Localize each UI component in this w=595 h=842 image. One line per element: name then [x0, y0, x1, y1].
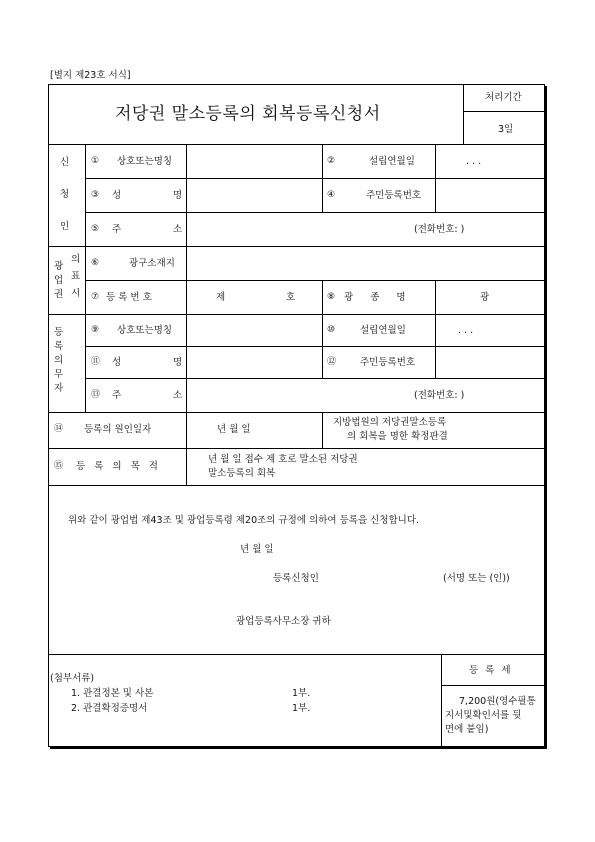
applicant-name-label: 상호또는명칭 — [117, 156, 173, 167]
row-line — [85, 346, 545, 347]
frame-shadow-bottom — [50, 747, 547, 749]
fee-text-line3: 면에 붙임) — [445, 724, 489, 735]
row-line — [48, 485, 545, 486]
row-line — [85, 212, 545, 213]
field-number: ① — [91, 156, 100, 166]
fee-divider — [441, 685, 545, 686]
attachment-item-2-qty: 1부. — [292, 703, 311, 714]
processing-period-label: 처리기간 — [485, 92, 522, 103]
fee-text-line2: 지서및확인서를 뒷 — [445, 710, 522, 721]
field-number: ⑭ — [54, 424, 64, 434]
mid-divider — [435, 280, 436, 378]
group-label-char: 표 — [71, 271, 81, 282]
processing-period-value: 3일 — [498, 124, 514, 135]
purpose-text-line1: 년 월 일 접수 제 호로 말소된 저당권 — [208, 454, 358, 465]
mid-divider — [322, 144, 323, 212]
declaration-text: 위와 같이 광업법 제43조 및 광업등록령 제20조의 규정에 의하여 등록을 신청합니다. — [68, 515, 420, 526]
field-number: ⑥ — [91, 258, 100, 268]
group-label-char: 무 — [54, 369, 64, 380]
row-line — [48, 412, 545, 413]
seal-label: (서명 또는 (인)) — [443, 573, 510, 584]
obligor-name-label: 상호또는명칭 — [117, 325, 173, 336]
cause-date-value: 년 월 일 — [217, 424, 251, 435]
cause-text-line2: 의 회복을 명한 확정판결 — [347, 431, 448, 442]
field-number: ⑦ — [91, 292, 100, 302]
field-number: ④ — [327, 190, 336, 200]
attachments-title: (첨부서류) — [50, 673, 95, 684]
field-number: ⑤ — [91, 224, 100, 234]
field-number: ⑪ — [91, 357, 101, 367]
field-number: ⑨ — [91, 325, 100, 335]
applicant-person-label-b: 명 — [173, 190, 183, 201]
applicant-founded-label: 설립연월일 — [369, 156, 415, 167]
obligor-founded-label: 설립연월일 — [360, 325, 406, 336]
field-number: ② — [327, 156, 336, 166]
group-label-char: 록 — [54, 341, 64, 352]
obligor-person-label-b: 명 — [173, 357, 183, 368]
attachment-item-2: 2. 관결확정증명서 — [71, 703, 148, 714]
registration-number-label: 등 록 번 호 — [106, 292, 152, 303]
mine-location-label: 광구소재지 — [129, 258, 175, 269]
fee-label: 등 록 세 — [469, 665, 511, 676]
fee-text-line1: 7,200원(영수필통 — [459, 696, 536, 707]
group-label-char: 광 — [54, 261, 64, 272]
mid-divider — [435, 144, 436, 212]
registration-number-prefix: 제 — [216, 292, 226, 303]
form-title: 저당권 말소등록의 회복등록신청서 — [115, 104, 381, 124]
group-label-char: 업 — [54, 275, 64, 286]
applicant-signature-label: 등록신청인 — [273, 573, 319, 584]
cause-date-label: 등록의 원인일자 — [84, 424, 152, 435]
field-number: ⑮ — [54, 461, 64, 471]
obligor-regno-label: 주민등록번호 — [360, 357, 416, 368]
group-label-char: 청 — [60, 189, 70, 200]
applicant-address-label-a: 주 — [112, 224, 122, 235]
field-number: ⑫ — [327, 357, 337, 367]
row-line — [85, 280, 545, 281]
mineral-type-value: 광 — [480, 292, 490, 303]
group-label-char: 의 — [54, 355, 64, 366]
field-number: ⑩ — [327, 325, 336, 335]
obligor-phone-label: (전화번호: ) — [414, 390, 465, 401]
attachment-item-1-qty: 1부. — [292, 688, 311, 699]
row-line — [48, 144, 545, 145]
mid-divider — [322, 412, 323, 448]
row-line — [48, 246, 545, 247]
group-label-char: 등 — [54, 327, 64, 338]
mid-divider — [322, 280, 323, 378]
obligor-address-label-a: 주 — [112, 390, 122, 401]
declaration-date: 년 월 일 — [240, 544, 274, 555]
registration-number-suffix: 호 — [286, 292, 296, 303]
purpose-label: 등 록 의 목 적 — [76, 461, 158, 472]
cause-text-line1: 지방법원의 저당권말소등록 — [333, 417, 447, 428]
attachment-item-1: 1. 관결정본 및 사본 — [71, 688, 154, 699]
row-line — [48, 314, 545, 315]
field-number: ③ — [91, 190, 100, 200]
title-divider — [463, 84, 464, 144]
applicant-person-label-a: 성 — [112, 190, 122, 201]
fee-column-divider — [441, 654, 442, 747]
obligor-person-label-a: 성 — [112, 357, 122, 368]
applicant-address-label-b: 소 — [173, 224, 183, 235]
group-label-char: 자 — [54, 383, 64, 394]
applicant-regno-label: 주민등록번호 — [366, 190, 422, 201]
row-line — [48, 654, 545, 655]
row-line — [48, 448, 545, 449]
form-reference: [별지 제23호 서식] — [50, 70, 131, 81]
group-label-char: 인 — [60, 221, 70, 232]
group-divider — [85, 144, 86, 412]
row-line — [85, 178, 545, 179]
field-number: ⑬ — [91, 390, 101, 400]
group-label-char: 시 — [71, 288, 81, 299]
purpose-text-line2: 말소등록의 회복 — [208, 468, 276, 479]
obligor-address-label-b: 소 — [173, 390, 183, 401]
processing-divider — [463, 111, 545, 112]
row-line — [85, 378, 545, 379]
form-frame — [48, 84, 545, 747]
mineral-type-label: 광 종 명 — [344, 292, 406, 303]
applicant-founded-value: . . . — [466, 156, 482, 167]
addressee: 광업등록사무소장 귀하 — [236, 616, 331, 627]
obligor-founded-value: . . . — [458, 325, 474, 336]
label-divider — [186, 144, 187, 485]
group-label-char: 신 — [60, 157, 70, 168]
group-label-char: 의 — [71, 254, 81, 265]
field-number: ⑧ — [327, 292, 336, 302]
frame-shadow-right — [545, 86, 547, 749]
applicant-phone-label: (전화번호: ) — [414, 224, 465, 235]
group-label-char: 권 — [54, 289, 64, 300]
